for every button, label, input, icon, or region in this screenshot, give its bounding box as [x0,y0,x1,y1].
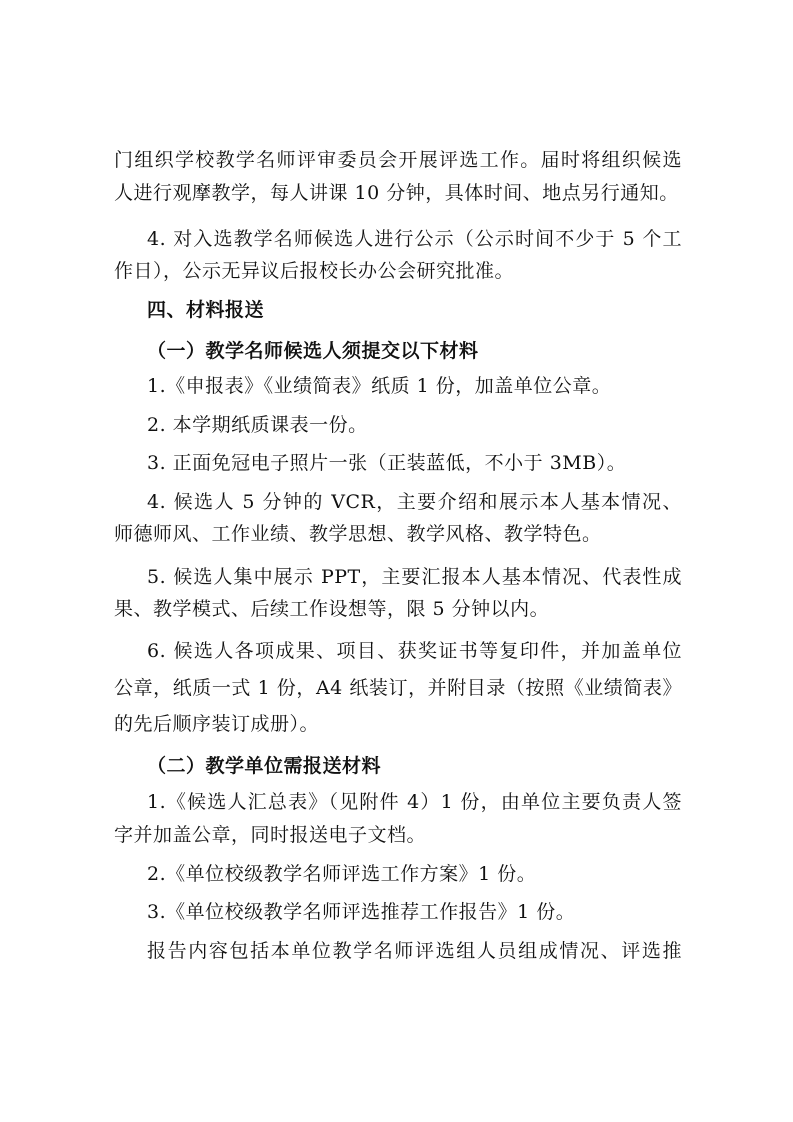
subsection-heading-unit-materials: （二）教学单位需报送材料 [147,755,382,777]
paragraph-2-line-1: 4. 对入选教学名师候选人进行公示（公示时间不少于 5 个工 [147,228,682,250]
unit-item-2: 2.《单位校级教学名师评选工作方案》1 份。 [147,863,537,885]
list-item-2: 2. 本学期纸质课表一份。 [147,414,368,436]
section-heading-materials: 四、材料报送 [147,299,265,321]
list-item-6-line-3: 的先后顺序装订成册）。 [114,713,320,735]
paragraph-1-line-2: 人进行观摩教学，每人讲课 10 分钟，具体时间、地点另行通知。 [114,182,679,204]
list-item-4-line-1: 4. 候选人 5 分钟的 VCR，主要介绍和展示本人基本情况、 [147,491,682,513]
unit-item-3: 3.《单位校级教学名师评选推荐工作报告》1 份。 [147,901,576,923]
paragraph-1-line-1: 门组织学校教学名师评审委员会开展评选工作。届时将组织候选 [114,149,682,171]
subsection-heading-candidate-materials: （一）教学名师候选人须提交以下材料 [147,340,479,362]
list-item-5-line-1: 5. 候选人集中展示 PPT，主要汇报本人基本情况、代表性成 [147,566,682,588]
report-content-line: 报告内容包括本单位教学名师评选组人员组成情况、评选推 [147,940,682,962]
list-item-6-line-2: 公章，纸质一式 1 份，A4 纸装订，并附目录（按照《业绩简表》 [114,677,682,699]
list-item-1: 1.《申报表》《业绩简表》纸质 1 份，加盖单位公章。 [147,375,612,397]
list-item-3: 3. 正面免冠电子照片一张（正装蓝低，不小于 3MB）。 [147,452,627,474]
paragraph-2-line-2: 作日），公示无异议后报校长办公会研究批准。 [114,260,515,282]
unit-item-1-line-2: 字并加盖公章，同时报送电子文档。 [114,824,427,846]
unit-item-1-line-1: 1.《候选人汇总表》（见附件 4）1 份，由单位主要负责人签 [147,791,682,813]
list-item-6-line-1: 6. 候选人各项成果、项目、获奖证书等复印件，并加盖单位 [147,640,682,662]
list-item-5-line-2: 果、教学模式、后续工作设想等，限 5 分钟以内。 [114,598,550,620]
list-item-4-line-2: 师德师风、工作业绩、教学思想、教学风格、教学特色。 [114,523,602,545]
